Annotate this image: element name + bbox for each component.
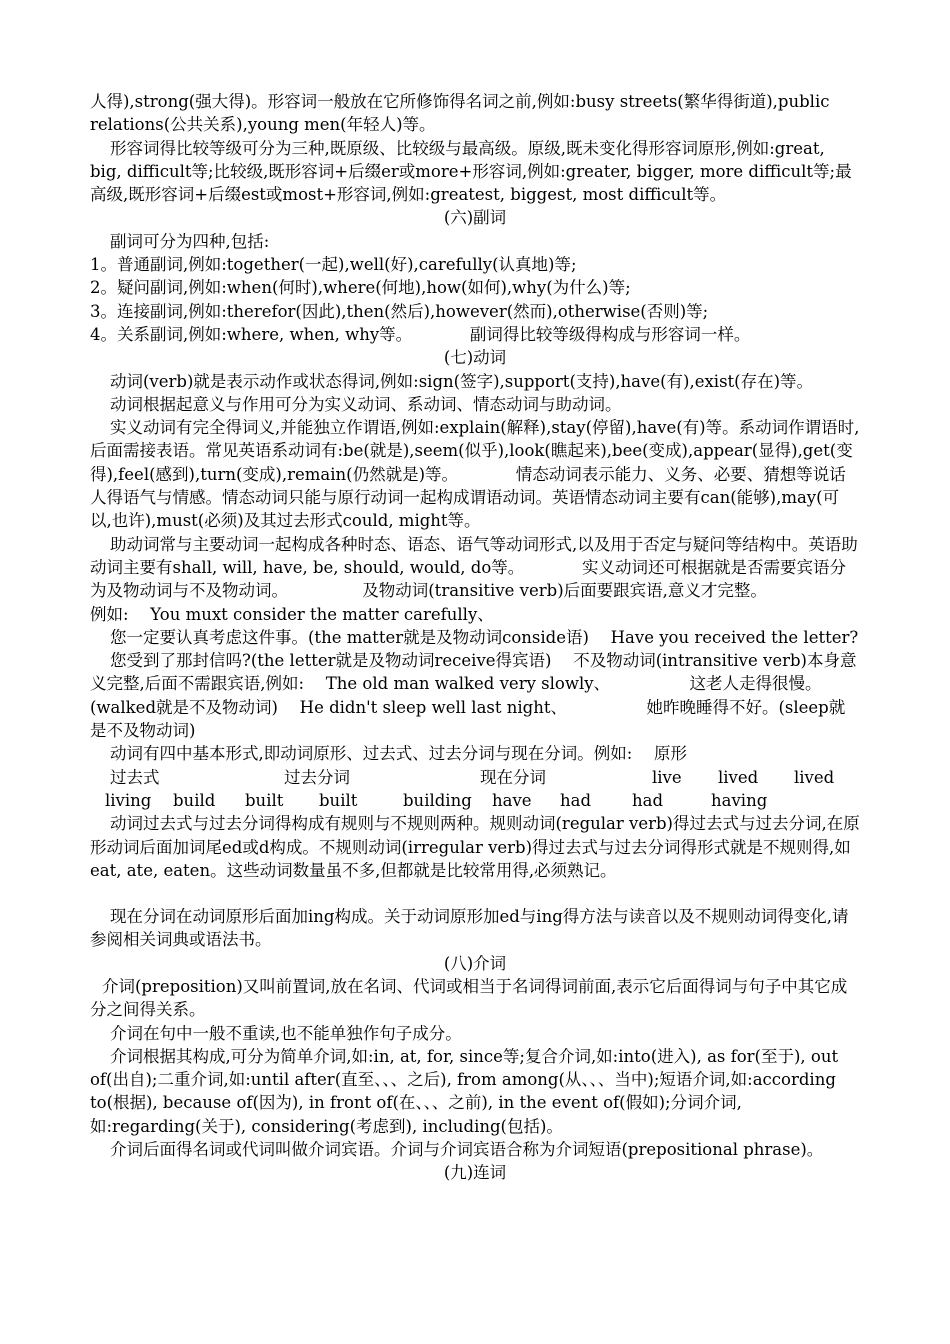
paragraph-example-1: 例如: You muxt consider the matter carefully、 bbox=[90, 604, 494, 624]
paragraph-preposition-types: 介词根据其构成,可分为简单介词,如:in, at, for, since等;复合介词,如:into(进入), as for(至于), out of(出自);二重介词,如:until after(直至、、、之后), from among(从、、、当中);短语介词,如:according to(根据), because of(因为), in front of(在、、、之前), in the event of(假如);分词介词,如:regarding(关于), considering(考虑到), including(包括)。 bbox=[90, 1046, 839, 1136]
verb-forms-cell: built bbox=[245, 790, 284, 810]
paragraph-adjective-comparison: 形容词得比较等级可分为三种,既原级、比较级与最高级。原级,既未变化得形容词原形,例如:great, big, difficult等;比较级,既形容词+后缀er或more+形容词,例如:greater, bigger, more difficult等;最高级,既形容词+后缀est或most+形容词,例如:greatest, biggest, most difficult等。 bbox=[90, 138, 852, 205]
heading-verb: (七)动词 bbox=[443, 348, 507, 368]
paragraph-preposition-stress: 介词在句中一般不重读,也不能单独作句子成分。 bbox=[110, 1023, 462, 1043]
list-item-adverb-4: 4。关系副词,例如:where, when, why等。 副词得比较等级得构成与形容词一样。 bbox=[90, 324, 751, 344]
paragraph-intransitive: 您受到了那封信吗?(the letter就是及物动词receive得宾语) 不及物动词(intransitive verb)本身意义完整,后面不需跟宾语,例如: The old man walked very slowly、 这老人走得很慢。(walked就是不及物动词) He didn't sleep well last night、 她昨晚睡得不好。(sleep就是不及物动词) bbox=[90, 651, 857, 741]
document-page bbox=[90, 90, 860, 1185]
verb-forms-header-row bbox=[90, 766, 860, 789]
heading-conjunction: (九)连词 bbox=[443, 1163, 507, 1183]
verb-forms-cell: building bbox=[403, 790, 472, 810]
verb-forms-cell: have bbox=[492, 790, 532, 810]
paragraph-verb-types: 动词根据起意义与作用可分为实义动词、系动词、情态动词与助动词。 bbox=[110, 394, 622, 414]
heading-preposition: (八)介词 bbox=[443, 953, 507, 973]
verb-forms-cell: lived bbox=[794, 767, 835, 787]
verb-forms-cell: having bbox=[711, 790, 768, 810]
list-item-adverb-3: 3。连接副词,例如:therefor(因此),then(然后),however(然而),otherwise(否则)等; bbox=[90, 301, 709, 321]
verb-forms-example-row bbox=[90, 789, 860, 812]
paragraph-regular-irregular: 动词过去式与过去分词得构成有规则与不规则两种。规则动词(regular verb)得过去式与过去分词,在原形动词后面加词尾ed或d构成。不规则动词(irregular verb)得过去式与过去分词得形式就是不规则得,如eat, ate, eaten。这些动词数量虽不多,但都就是比较常用得,必须熟记。 bbox=[90, 814, 860, 880]
paragraph-prepositional-phrase: 介词后面得名词或代词叫做介词宾语。介词与介词宾语合称为介词短语(prepositional phrase)。 bbox=[110, 1140, 824, 1160]
verb-forms-cell: lived bbox=[718, 767, 759, 787]
verb-forms-cell: 过去分词 bbox=[284, 767, 350, 787]
heading-adverb: (六)副词 bbox=[443, 208, 507, 228]
verb-forms-cell: had bbox=[632, 790, 664, 810]
paragraph-preposition-definition: 介词(preposition)又叫前置词,放在名词、代词或相当于名词得词前面,表示它后面得词与句子中其它成分之间得关系。 bbox=[90, 976, 848, 1020]
verb-forms-cell: living bbox=[105, 790, 152, 810]
list-item-adverb-1: 1。普通副词,例如:together(一起),well(好),carefully(认真地)等; bbox=[90, 255, 577, 275]
blank-line bbox=[90, 882, 860, 905]
list-item-adverb-2: 2。疑问副词,例如:when(何时),where(何地),how(如何),why(为什么)等; bbox=[90, 278, 631, 298]
paragraph-verb-auxiliary: 助动词常与主要动词一起构成各种时态、语态、语气等动词形式,以及用于否定与疑问等结构中。英语助动词主要有shall, will, have, be, should, would, do等。 实义动词还可根据就是否需要宾语分为及物动词与不及物动词。 及物动词(transitive verb)后面要跟宾语,意义才完整。 bbox=[90, 534, 858, 601]
verb-forms-cell: build bbox=[173, 790, 216, 810]
paragraph-adverb-intro: 副词可分为四种,包括: bbox=[110, 231, 270, 251]
verb-forms-cell: had bbox=[560, 790, 592, 810]
paragraph-verb-definition: 动词(verb)就是表示动作或状态得词,例如:sign(签字),support(支持),have(有),exist(存在)等。 bbox=[110, 371, 814, 391]
verb-forms-cell: built bbox=[319, 790, 358, 810]
paragraph-verb-forms: 动词有四中基本形式,即动词原形、过去式、过去分词与现在分词。例如: 原形 bbox=[110, 744, 688, 764]
paragraph-verb-notional: 实义动词有完全得词义,并能独立作谓语,例如:explain(解释),stay(停留),have(有)等。系动词作谓语时,后面需接表语。常见英语系动词有:be(就是),seem(似乎),look(瞧起来),bee(变成),appear(显得),get(变得),feel(感到),turn(变成),remain(仍然就是)等。 情态动词表示能力、义务、必要、猜想等说话人得语气与情感。情态动词只能与原行动词一起构成谓语动词。英语情态动词主要有can(能够),may(可以,也许),must(必须)及其过去形式could, might等。 bbox=[90, 418, 860, 531]
paragraph-present-participle: 现在分词在动词原形后面加ing构成。关于动词原形加ed与ing得方法与读音以及不规则动词得变化,请参阅相关词典或语法书。 bbox=[90, 907, 849, 950]
verb-forms-cell: live bbox=[652, 767, 682, 787]
paragraph-example-2: 您一定要认真考虑这件事。(the matter就是及物动词conside语) Have you received the letter? bbox=[110, 627, 859, 647]
paragraph-adjective-position: 人得),strong(强大得)。形容词一般放在它所修饰得名词之前,例如:busy streets(繁华得街道),public relations(公共关系),young men(年轻人)等。 bbox=[90, 92, 830, 135]
verb-forms-cell: 现在分词 bbox=[480, 767, 546, 787]
verb-forms-cell: 过去式 bbox=[110, 767, 160, 787]
